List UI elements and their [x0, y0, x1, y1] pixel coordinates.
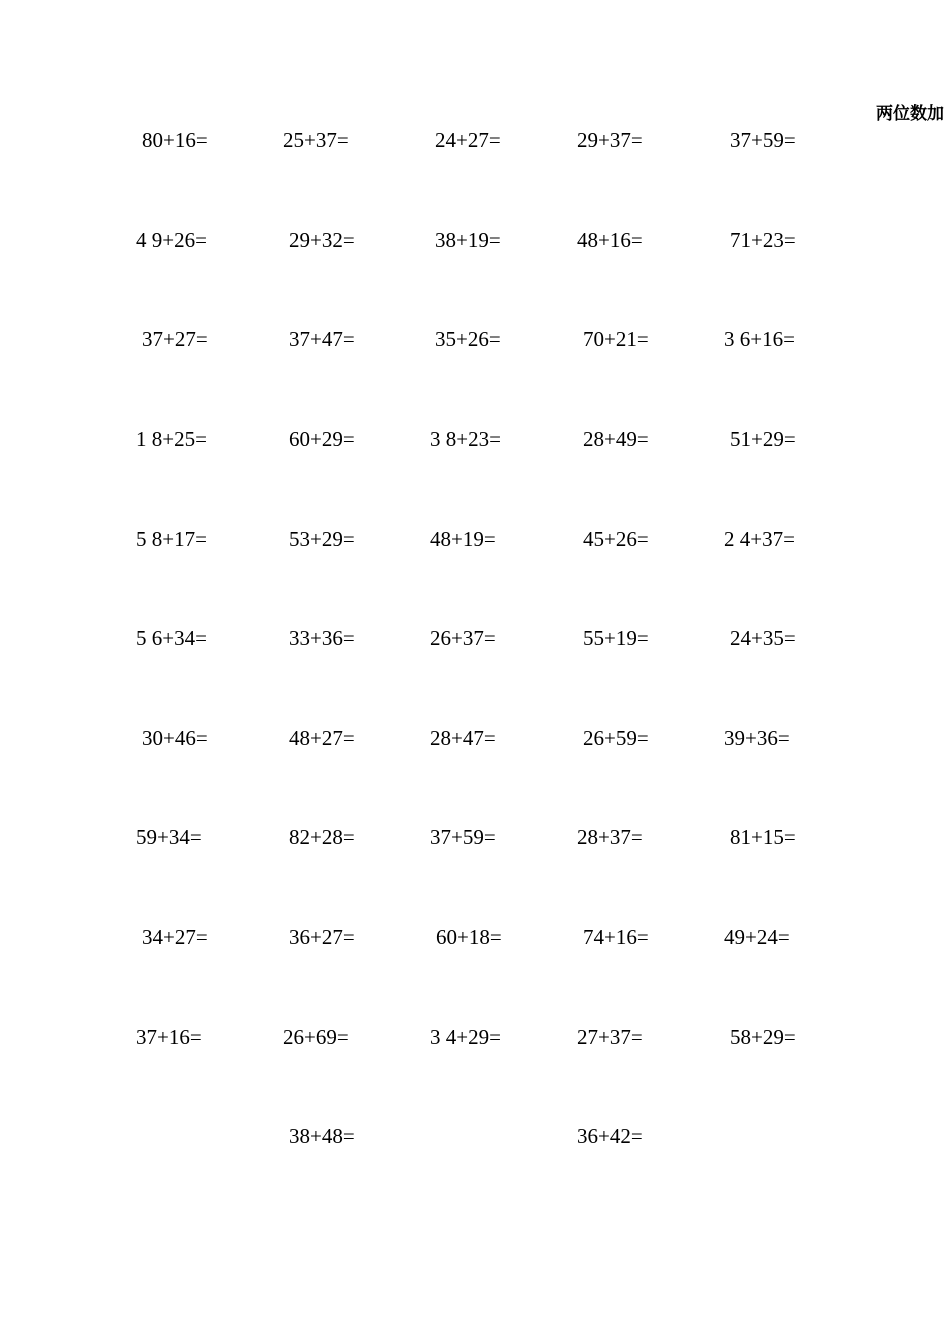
- problem-item: 2 4+37=: [724, 527, 795, 551]
- problem-item: 37+16=: [136, 1025, 202, 1049]
- page-title: 两位数加: [876, 104, 944, 124]
- problem-item: 39+36=: [724, 726, 790, 750]
- problem-item: 29+37=: [577, 128, 643, 152]
- problem-item: 3 8+23=: [430, 427, 501, 451]
- problem-item: 34+27=: [142, 925, 208, 949]
- problem-item: 24+35=: [730, 626, 796, 650]
- problem-item: 28+47=: [430, 726, 496, 750]
- problem-item: 25+37=: [283, 128, 349, 152]
- problem-item: 48+27=: [289, 726, 355, 750]
- problem-item: 36+42=: [577, 1124, 643, 1148]
- problem-item: 48+16=: [577, 228, 643, 252]
- problem-item: 5 8+17=: [136, 527, 207, 551]
- problem-item: 48+19=: [430, 527, 496, 551]
- problem-item: 36+27=: [289, 925, 355, 949]
- problem-item: 28+37=: [577, 825, 643, 849]
- problem-item: 29+32=: [289, 228, 355, 252]
- problem-item: 80+16=: [142, 128, 208, 152]
- problem-item: 3 4+29=: [430, 1025, 501, 1049]
- problem-item: 26+69=: [283, 1025, 349, 1049]
- problem-item: 60+29=: [289, 427, 355, 451]
- problem-item: 38+19=: [435, 228, 501, 252]
- problem-item: 60+18=: [436, 925, 502, 949]
- problem-item: 49+24=: [724, 925, 790, 949]
- problem-item: 37+59=: [730, 128, 796, 152]
- problem-item: 51+29=: [730, 427, 796, 451]
- problem-item: 82+28=: [289, 825, 355, 849]
- problem-item: 45+26=: [583, 527, 649, 551]
- problem-item: 58+29=: [730, 1025, 796, 1049]
- problem-item: 3 6+16=: [724, 327, 795, 351]
- problem-item: 70+21=: [583, 327, 649, 351]
- problem-item: 37+59=: [430, 825, 496, 849]
- problem-item: 33+36=: [289, 626, 355, 650]
- problem-item: 4 9+26=: [136, 228, 207, 252]
- problem-item: 81+15=: [730, 825, 796, 849]
- problem-item: 28+49=: [583, 427, 649, 451]
- problem-item: 74+16=: [583, 925, 649, 949]
- problem-item: 55+19=: [583, 626, 649, 650]
- problem-item: 26+37=: [430, 626, 496, 650]
- problem-item: 27+37=: [577, 1025, 643, 1049]
- problem-item: 30+46=: [142, 726, 208, 750]
- problem-item: 53+29=: [289, 527, 355, 551]
- problem-item: 71+23=: [730, 228, 796, 252]
- problem-item: 5 6+34=: [136, 626, 207, 650]
- problem-item: 1 8+25=: [136, 427, 207, 451]
- problem-item: 59+34=: [136, 825, 202, 849]
- problem-item: 24+27=: [435, 128, 501, 152]
- problem-item: 37+47=: [289, 327, 355, 351]
- problem-item: 26+59=: [583, 726, 649, 750]
- problem-item: 37+27=: [142, 327, 208, 351]
- problem-item: 38+48=: [289, 1124, 355, 1148]
- problem-item: 35+26=: [435, 327, 501, 351]
